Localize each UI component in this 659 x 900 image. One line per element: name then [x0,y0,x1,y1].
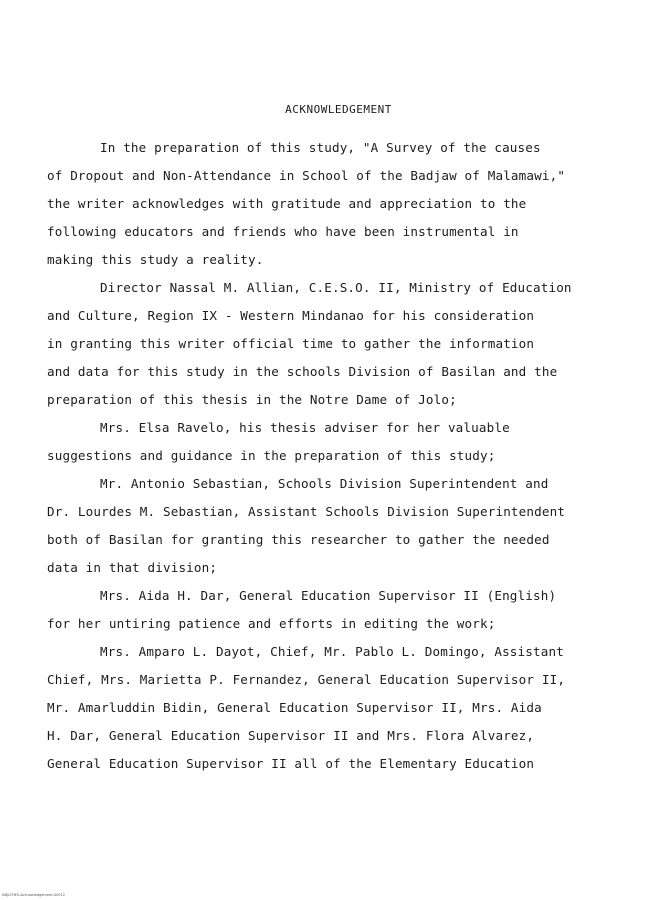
text-line: Mr. Antonio Sebastian, Schools Division Superintendent and [100,476,549,491]
text-line: both of Basilan for granting this researcher to gather the needed [47,532,550,547]
page-title: ACKNOWLEDGEMENT [285,103,392,116]
text-line: following educators and friends who have been instrumental in [47,224,519,239]
text-line: Mr. Amarluddin Bidin, General Education Supervisor II, Mrs. Aida [47,700,542,715]
text-line: and Culture, Region IX - Western Mindanao for his consideration [47,308,535,323]
footer-stamp: NDJLTHES-Acknowledgement-00012 [2,893,65,897]
text-line: Chief, Mrs. Marietta P. Fernandez, General Education Supervisor II, [47,672,566,687]
text-line: Mrs. Amparo L. Dayot, Chief, Mr. Pablo L. Domingo, Assistant [100,644,564,659]
text-line: Dr. Lourdes M. Sebastian, Assistant Schools Division Superintendent [47,504,566,519]
text-line: Mrs. Elsa Ravelo, his thesis adviser for her valuable [100,420,510,435]
text-line: of Dropout and Non-Attendance in School of the Badjaw of Malamawi," [47,168,566,183]
text-line: in granting this writer official time to gather the information [47,336,535,351]
text-line: suggestions and guidance in the preparation of this study; [47,448,496,463]
text-line: Mrs. Aida H. Dar, General Education Supervisor II (English) [100,588,557,603]
text-line: making this study a reality. [47,252,264,267]
text-line: General Education Supervisor II all of the Elementary Education [47,756,535,771]
text-line: H. Dar, General Education Supervisor II and Mrs. Flora Alvarez, [47,728,535,743]
text-line: and data for this study in the schools Division of Basilan and the [47,364,558,379]
text-line: the writer acknowledges with gratitude and appreciation to the [47,196,527,211]
text-line: In the preparation of this study, "A Survey of the causes [100,140,541,155]
text-line: Director Nassal M. Allian, C.E.S.O. II, Ministry of Education [100,280,572,295]
text-line: preparation of this thesis in the Notre Dame of Jolo; [47,392,457,407]
text-line: for her untiring patience and efforts in editing the work; [47,616,496,631]
body-text [47,139,647,783]
text-line: data in that division; [47,560,218,575]
